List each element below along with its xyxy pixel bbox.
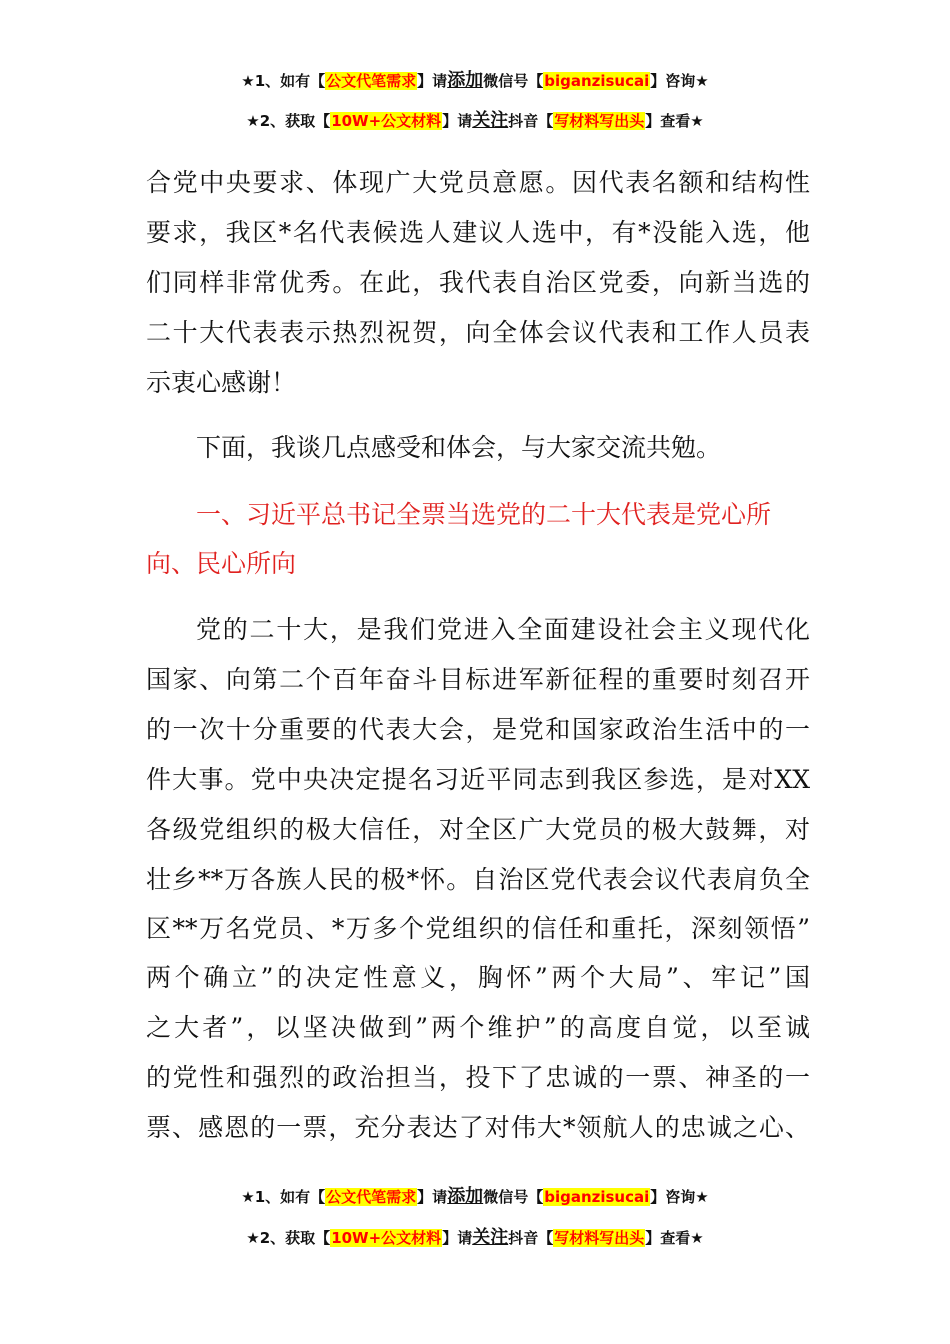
banner-prefix: ★1、如有【 [241,72,326,90]
banner-suffix: 】查看★ [645,112,704,130]
banner-text: 】请 [417,72,448,90]
banner-suffix: 】咨询★ [650,1188,709,1206]
paragraph-line: 的党性和强烈的政治担当，投下了忠诚的一票、神圣的一 [146,1063,810,1092]
banner-text: 微信号【 [483,72,544,90]
banner-prefix: ★1、如有【 [241,1188,326,1206]
banner-prefix: ★2、获取【 [246,1229,331,1247]
banner-underlined: 添加 [447,70,484,91]
paragraph-line: 两个确立”的决定性意义，胸怀”两个大局”、牢记”国 [146,963,810,992]
banner-underlined: 关注 [472,110,509,131]
banner-suffix: 】查看★ [645,1229,704,1247]
paragraph-line: 件大事。党中央决定提名习近平同志到我区参选，是对XX [146,765,810,794]
paragraph-line: 们同样非常优秀。在此，我代表自治区党委，向新当选的 [146,268,810,297]
banner-suffix: 】咨询★ [650,72,709,90]
banner-text: 抖音【 [508,112,554,130]
banner-prefix: ★2、获取【 [246,112,331,130]
banner-underlined: 添加 [447,1186,484,1207]
paragraph-intro: 下面，我谈几点感受和体会，与大家交流共勉。 [196,433,722,462]
banner-text: 】请 [442,1229,473,1247]
paragraph-line: 区**万名党员、*万多个党组织的信任和重托，深刻领悟” [146,914,810,943]
banner-wechat-id: biganzisucai [544,1188,650,1206]
paragraph-line: 票、感恩的一票，充分表达了对伟大*领航人的忠诚之心、 [146,1113,810,1142]
banner-text: 微信号【 [483,1188,544,1206]
footer-banner-line-1 [0,1186,950,1208]
paragraph-line: 要求，我区*名代表候选人建议人选中，有*没能入选，他 [146,218,810,247]
paragraph-line: 各级党组织的极大信任，对全区广大党员的极大鼓舞，对 [146,815,810,844]
banner-text: 】请 [442,112,473,130]
paragraph-line: 二十大代表表示热烈祝贺，向全体会议代表和工作人员表 [146,318,810,347]
banner-highlight: 公文代笔需求 [326,1188,417,1206]
paragraph-line: 示衷心感谢！ [146,368,297,397]
banner-douyin-id: 写材料写出头 [554,112,645,130]
banner-text: 抖音【 [508,1229,554,1247]
banner-wechat-id: biganzisucai [544,72,650,90]
banner-highlight: 10W+公文材料 [331,112,442,130]
footer-banner-line-2 [0,1227,950,1249]
header-banner-line-2 [0,110,950,132]
banner-text: 】请 [417,1188,448,1206]
paragraph-line: 党的二十大，是我们党进入全面建设社会主义现代化 [196,615,810,644]
paragraph-line: 国家、向第二个百年奋斗目标进军新征程的重要时刻召开 [146,665,810,694]
banner-douyin-id: 写材料写出头 [554,1229,645,1247]
banner-underlined: 关注 [472,1227,509,1248]
section-heading-line: 向、民心所向 [146,549,297,578]
banner-highlight: 公文代笔需求 [326,72,417,90]
paragraph-line: 壮乡**万各族人民的极*怀。自治区党代表会议代表肩负全 [146,865,810,894]
section-heading-line: 一、习近平总书记全票当选党的二十大代表是党心所 [196,500,772,529]
paragraph-line: 的一次十分重要的代表大会，是党和国家政治生活中的一 [146,715,810,744]
banner-highlight: 10W+公文材料 [331,1229,442,1247]
header-banner-line-1 [0,70,950,92]
paragraph-line: 合党中央要求、体现广大党员意愿。因代表名额和结构性 [146,168,810,197]
paragraph-line: 之大者”，以坚决做到”两个维护”的高度自觉，以至诚 [146,1013,810,1042]
